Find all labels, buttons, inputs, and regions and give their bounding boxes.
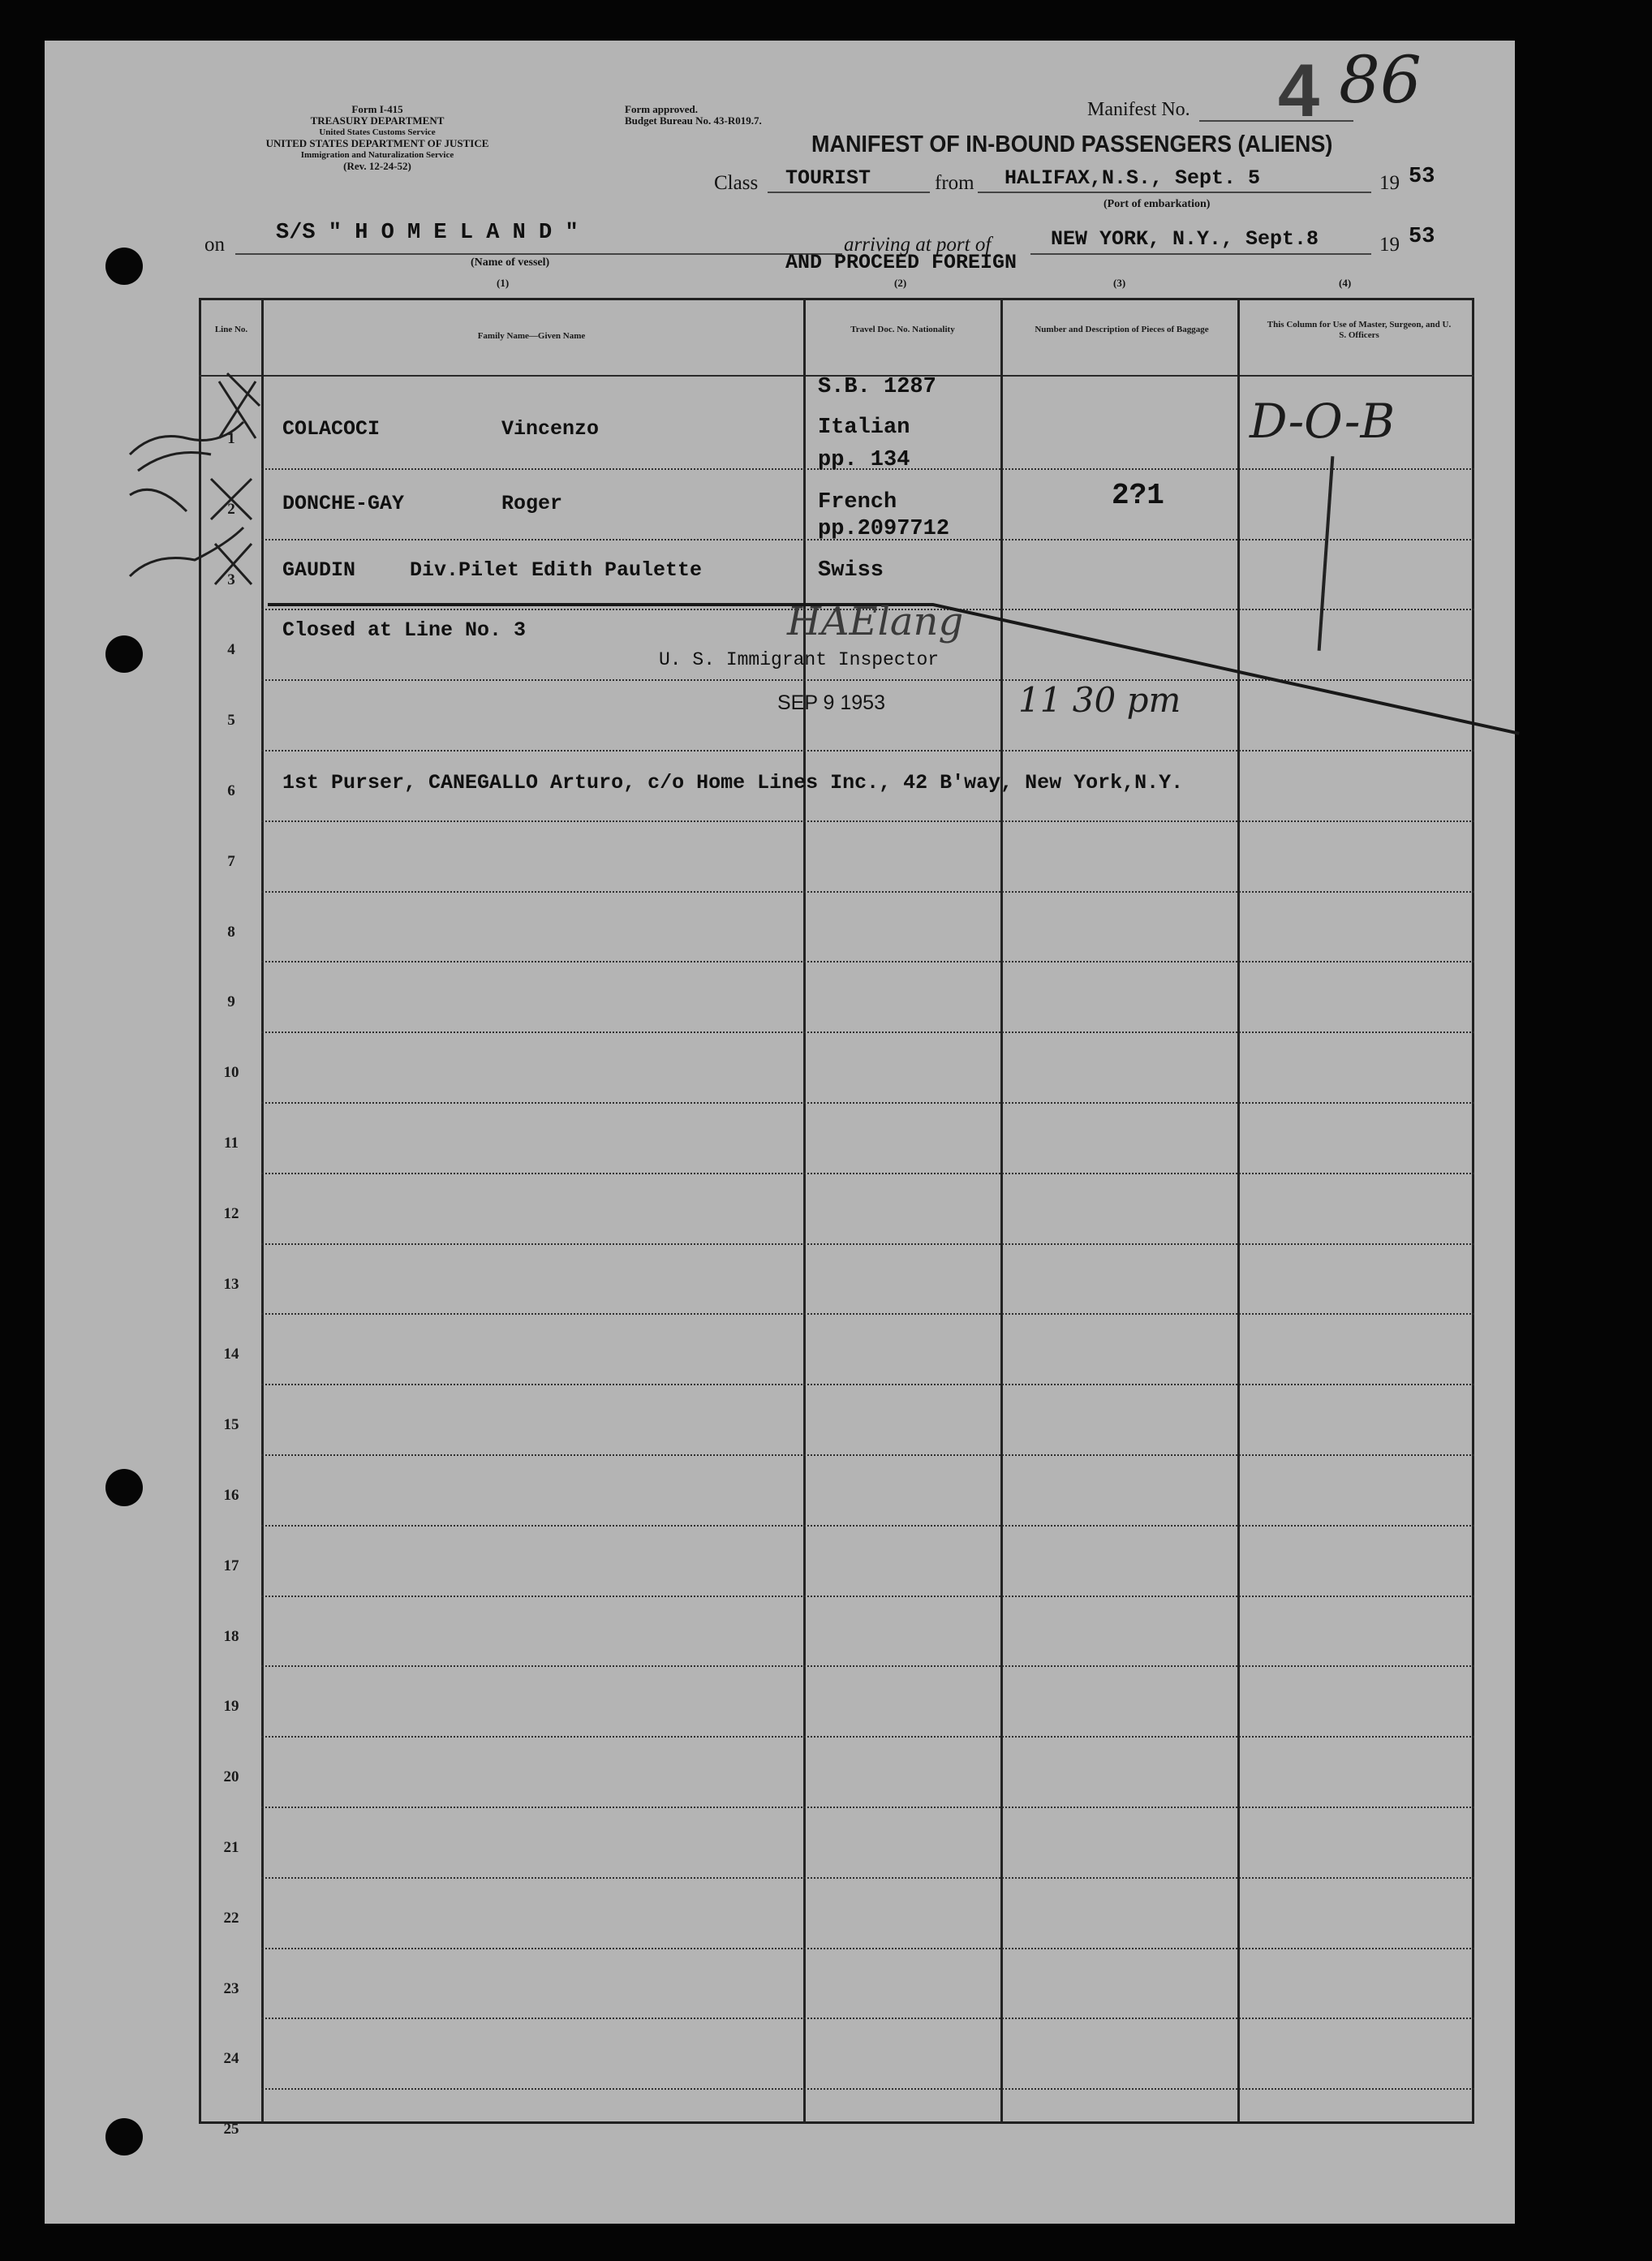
- header-travel-doc: Travel Doc. No. Nationality: [850, 325, 955, 334]
- line-number: 16: [223, 1487, 239, 1504]
- closed-at-line: Closed at Line No. 3: [282, 618, 527, 642]
- class-blank: [768, 192, 930, 193]
- from-blank: [978, 192, 1371, 193]
- checkmark-marks: [122, 357, 268, 601]
- proceed-foreign: AND PROCEED FOREIGN: [785, 251, 1017, 274]
- vessel-caption: (Name of vessel): [471, 256, 550, 269]
- line-number: 15: [223, 1416, 239, 1434]
- arrival-blank: [1030, 253, 1371, 255]
- binder-hole: [105, 1469, 143, 1506]
- customs-service: United States Customs Service: [319, 127, 436, 137]
- line-number: 22: [223, 1909, 239, 1927]
- class-value: TOURIST: [785, 166, 871, 190]
- passenger-1-nationality: Italian: [818, 416, 910, 440]
- from-value: HALIFAX,N.S., Sept. 5: [1005, 166, 1261, 190]
- row-divider: [261, 1313, 1474, 1315]
- passenger-2-doc: pp. 134: [818, 448, 910, 472]
- line-number: 19: [223, 1698, 239, 1716]
- passenger-3-family-name: GAUDIN: [282, 558, 356, 582]
- header-line-no: Line No.: [214, 325, 248, 334]
- passenger-1-doc: S.B. 1287: [818, 375, 936, 399]
- row-divider: [261, 1102, 1474, 1104]
- binder-hole: [105, 635, 143, 673]
- line-number: 21: [223, 1839, 239, 1856]
- line-number: 5: [227, 712, 235, 730]
- line-number: 11: [224, 1135, 239, 1152]
- on-label: on: [204, 234, 225, 256]
- manifest-stamp-mark: 4: [1278, 50, 1320, 132]
- passenger-3-nationality: Swiss: [818, 558, 884, 583]
- officer-note: D-O-B: [1250, 394, 1396, 449]
- line-number: 14: [223, 1346, 239, 1363]
- row-divider: [261, 750, 1474, 752]
- passenger-2-given-name: Roger: [501, 492, 563, 515]
- port-embarkation-caption: (Port of embarkation): [1103, 198, 1211, 210]
- form-number: Form I-415: [351, 103, 403, 115]
- column-number: (2): [894, 277, 907, 289]
- time-note: 11 30 pm: [1018, 680, 1181, 720]
- treasury-dept: TREASURY DEPARTMENT: [310, 114, 445, 127]
- line-number: 9: [227, 993, 235, 1011]
- year-value: 53: [1409, 165, 1435, 189]
- row-divider: [261, 1454, 1474, 1456]
- row-divider: [261, 961, 1474, 963]
- row-divider: [261, 1525, 1474, 1527]
- row-divider: [261, 1596, 1474, 1597]
- year-prefix: 19: [1379, 172, 1400, 194]
- approval-block: [625, 104, 762, 127]
- class-label: Class: [714, 172, 759, 194]
- date-stamp: SEP 9 1953: [777, 691, 885, 714]
- arriving-label: arriving at port of: [844, 234, 992, 256]
- passenger-1-given-name: Vincenzo: [501, 417, 600, 441]
- arrival-value: NEW YORK, N.Y., Sept.8: [1051, 227, 1319, 251]
- line-number: 8: [227, 923, 235, 941]
- line-number: 6: [227, 782, 235, 799]
- from-label: from: [935, 172, 974, 194]
- ins-service: Immigration and Naturalization Service: [300, 150, 454, 160]
- line-number: 18: [223, 1627, 239, 1645]
- passenger-2-family-name: DONCHE-GAY: [282, 492, 405, 515]
- row-divider: [261, 891, 1474, 893]
- budget-bureau: Budget Bureau No. 43-R019.7.: [625, 114, 762, 127]
- row-divider: [261, 1877, 1474, 1879]
- row-divider: [261, 1665, 1474, 1667]
- col-sep-name: [803, 298, 806, 2124]
- column-number: (4): [1339, 277, 1352, 289]
- vessel-blank: [235, 253, 842, 255]
- row-divider: [261, 1243, 1474, 1245]
- justice-dept: UNITED STATES DEPARTMENT OF JUSTICE: [265, 137, 489, 149]
- line-number: 10: [223, 1064, 239, 1082]
- vessel-value: S/S " H O M E L A N D ": [276, 221, 579, 245]
- row-divider: [261, 1736, 1474, 1738]
- passenger-3-doc: pp.2097712: [818, 517, 950, 541]
- passenger-1-family-name: COLACOCI: [282, 417, 381, 441]
- passenger-2-nationality: French: [818, 490, 897, 515]
- line-number: 1: [227, 430, 235, 447]
- arrival-year-prefix: 19: [1379, 234, 1400, 256]
- row-divider: [261, 1031, 1474, 1033]
- inspector-title: U. S. Immigrant Inspector: [659, 649, 940, 670]
- line-number: 4: [227, 641, 235, 659]
- line-number: 25: [223, 2121, 239, 2138]
- line-number: 17: [223, 1557, 239, 1574]
- binder-hole: [105, 248, 143, 285]
- col-sep-doc: [1000, 298, 1003, 2124]
- row-divider: [261, 820, 1474, 822]
- form-approved: Form approved.: [625, 103, 699, 115]
- check-mark-icon: [130, 373, 260, 584]
- header-baggage: Number and Description of Pieces of Baggage: [1035, 325, 1209, 334]
- column-number: (1): [497, 277, 510, 289]
- row-divider: [261, 2018, 1474, 2019]
- manifest-no-blank: [1199, 120, 1353, 122]
- line-number: 20: [223, 1768, 239, 1786]
- form-revision: (Rev. 12-24-52): [343, 160, 411, 172]
- line-number: 3: [227, 571, 235, 588]
- inspector-signature: HAElang: [787, 599, 964, 644]
- row-divider: [261, 1173, 1474, 1174]
- row-divider: [261, 1807, 1474, 1808]
- row-divider: [261, 1384, 1474, 1385]
- row-divider: [261, 2088, 1474, 2090]
- manifest-no-label: Manifest No.: [1087, 99, 1190, 120]
- line-number: 13: [223, 1275, 239, 1293]
- baggage-total: 2?1: [1112, 479, 1164, 512]
- passenger-3-given-name: Div.Pilet Edith Paulette: [410, 558, 703, 582]
- line-number: 23: [223, 1979, 239, 1997]
- form-id-block: [199, 104, 556, 172]
- row-divider: [261, 1948, 1474, 1949]
- arrival-year-value: 53: [1409, 225, 1435, 249]
- manifest-title: MANIFEST OF IN-BOUND PASSENGERS (ALIENS): [811, 131, 1333, 157]
- line-number: 12: [223, 1204, 239, 1222]
- column-number: (3): [1113, 277, 1126, 289]
- col-sep-baggage: [1237, 298, 1240, 2124]
- manifest-no-value: 86: [1339, 42, 1422, 118]
- line-number: 7: [227, 852, 235, 870]
- row-divider: [261, 679, 1474, 681]
- line-number: 24: [223, 2050, 239, 2068]
- header-officer-use: This Column for Use of Master, Surgeon, and U. S. Officers: [1267, 320, 1452, 340]
- header-family-name: Family Name—Given Name: [477, 331, 586, 341]
- line-number: 2: [227, 500, 235, 518]
- purser-line: 1st Purser, CANEGALLO Arturo, c/o Home Lines Inc., 42 B'way, New York,N.Y.: [282, 771, 1184, 795]
- binder-hole: [105, 2118, 143, 2155]
